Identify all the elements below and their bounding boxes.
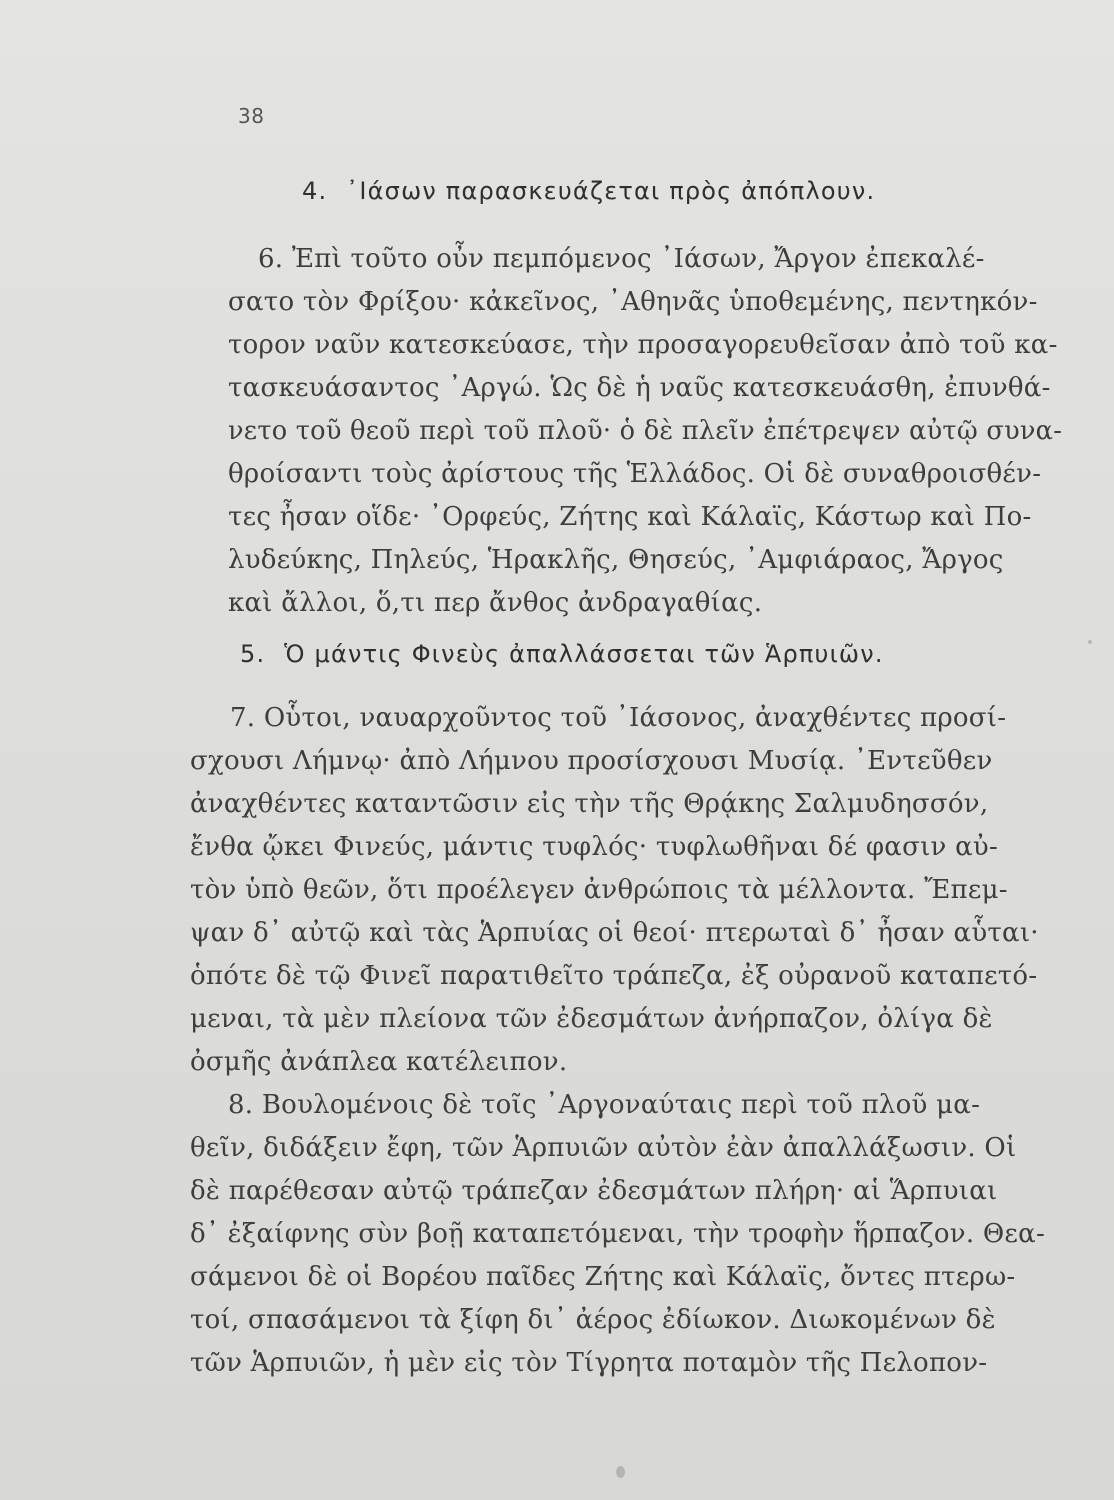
paragraph-line: δ᾿ ἐξαίφνης σὺν βοῇ καταπετόμεναι, τὴν τροφὴν ἥρπαζον. Θεα-: [190, 1219, 1045, 1249]
paragraph-line: καὶ ἄλλοι, ὅ,τι περ ἄνθος ἀνδραγαθίας.: [228, 588, 763, 618]
paragraph-line: τῶν Ἁρπυιῶν, ἡ μὲν εἰς τὸν Τίγρητα ποταμὸν τῆς Πελοπον-: [190, 1348, 988, 1378]
section-heading-5: [240, 640, 884, 668]
section-title-4: ᾿Ιάσων παρασκευάζεται πρὸς ἀπόπλουν.: [346, 177, 876, 205]
paragraph-line: δὲ παρέθεσαν αὐτῷ τράπεζαν ἐδεσμάτων πλήρη· αἱ Ἅρπυιαι: [190, 1176, 998, 1206]
paragraph-line: τορον ναῦν κατεσκεύασε, τὴν προσαγορευθεῖσαν ἀπὸ τοῦ κα-: [228, 330, 1058, 360]
paragraph-line: σάμενοι δὲ οἱ Βορέου παῖδες Ζήτης καὶ Κάλαϊς, ὄντες πτερω-: [190, 1262, 1016, 1292]
paragraph-line: νετο τοῦ θεοῦ περὶ τοῦ πλοῦ· ὁ δὲ πλεῖν ἐπέτρεψεν αὐτῷ συνα-: [228, 416, 1063, 446]
section-number-4: 4.: [302, 177, 328, 205]
scan-speck: [616, 1466, 625, 1478]
paragraph-line: ὁπότε δὲ τῷ Φινεῖ παρατιθεῖτο τράπεζα, ἐξ οὐρανοῦ καταπετό-: [190, 961, 1038, 991]
paragraph-line: τασκευάσαντος ᾿Αργώ. Ὡς δὲ ἡ ναῦς κατεσκευάσθη, ἐπυνθά-: [228, 373, 1051, 403]
paragraph-line: σατο τὸν Φρίξου· κἀκεῖνος, ᾿Αθηνᾶς ὑποθεμένης, πεντηκόν-: [228, 287, 1038, 317]
paragraph-line: ἀναχθέντες καταντῶσιν εἰς τὴν τῆς Θρᾴκης Σαλμυδησσόν,: [190, 789, 989, 819]
paragraph-line: ψαν δ᾿ αὐτῷ καὶ τὰς Ἁρπυίας οἱ θεοί· πτερωταὶ δ᾿ ἦσαν αὗται·: [190, 918, 1039, 948]
paragraph-line: 8. Βουλομένοις δὲ τοῖς ᾿Αργοναύταις περὶ τοῦ πλοῦ μα-: [228, 1090, 981, 1120]
paragraph-line: τὸν ὑπὸ θεῶν, ὅτι προέλεγεν ἀνθρώποις τὰ μέλλοντα. Ἔπεμ-: [190, 875, 1008, 905]
paragraph-line: ὀσμῆς ἀνάπλεα κατέλειπον.: [190, 1047, 568, 1077]
paragraph-line: 6. Ἐπὶ τοῦτο οὖν πεμπόμενος ᾿Ιάσων, Ἄργον ἐπεκαλέ-: [258, 244, 985, 274]
paragraph-line: μεναι, τὰ μὲν πλείονα τῶν ἐδεσμάτων ἀνήρπαζον, ὀλίγα δὲ: [190, 1004, 993, 1034]
paragraph-line: ἔνθα ᾤκει Φινεύς, μάντις τυφλός· τυφλωθῆναι δέ φασιν αὐ-: [190, 832, 999, 862]
paragraph-line: θροίσαντι τοὺς ἀρίστους τῆς Ἑλλάδος. Οἱ δὲ συναθροισθέν-: [228, 459, 1042, 489]
paragraph-line: τοί, σπασάμενοι τὰ ξίφη δι᾿ ἀέρος ἐδίωκον. Διωκομένων δὲ: [190, 1305, 996, 1335]
page-number: 38: [238, 104, 265, 128]
section-number-5: 5.: [240, 640, 266, 668]
paragraph-line: λυδεύκης, Πηλεύς, Ἡρακλῆς, Θησεύς, ᾿Αμφιάραος, Ἄργος: [228, 545, 1004, 575]
paragraph-line: θεῖν, διδάξειν ἔφη, τῶν Ἁρπυιῶν αὐτὸν ἐὰν ἀπαλλάξωσιν. Οἱ: [190, 1133, 1017, 1163]
section-heading-4: [302, 177, 875, 205]
paragraph-line: τες ἦσαν οἵδε· ᾿Ορφεύς, Ζήτης καὶ Κάλαϊς, Κάστωρ καὶ Πο-: [228, 502, 1032, 532]
paragraph-line: σχουσι Λήμνῳ· ἀπὸ Λήμνου προσίσχουσι Μυσίᾳ. ᾿Εντεῦθεν: [190, 746, 993, 776]
section-title-5: Ὁ μάντις Φινεὺς ἀπαλλάσσεται τῶν Ἁρπυιῶν.: [284, 640, 884, 668]
scan-speck: [1088, 640, 1092, 644]
paragraph-line: 7. Οὗτοι, ναυαρχοῦντος τοῦ ᾿Ιάσονος, ἀναχθέντες προσί-: [230, 703, 1007, 733]
